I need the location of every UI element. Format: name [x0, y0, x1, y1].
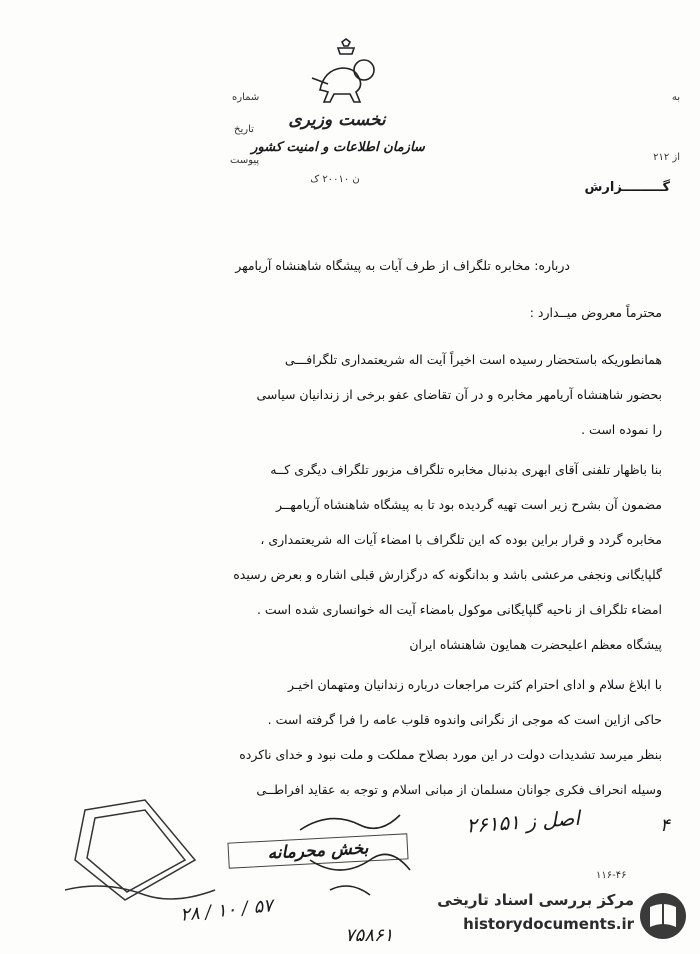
book-logo-icon: [638, 889, 688, 943]
handwritten-number: اصل ز ۲۶۱۵۱: [465, 805, 581, 838]
body-line: همانطوریکه باستحضار رسیده است اخیراً آیت اله شریعتمداری تلگرافـــی: [284, 352, 662, 367]
number-label: شماره: [232, 92, 260, 103]
body-line: بنظر میرسد تشدیدات دولت در این مورد بصلاح مملکت و ملت نبود و خدای ناکرده: [239, 747, 662, 762]
confidential-stamp: بخش محرمانه: [227, 833, 408, 868]
to-label: به: [671, 92, 680, 103]
body-line: پیشگاه معظم اعلیحضرت همایون شاهنشاه ایران: [409, 637, 662, 652]
body-line: بحضور شاهنشاه آریامهر مخابره و در آن تقاضای عفو برخی از زندانیان سیاسی: [256, 387, 662, 402]
lion-and-sun-emblem-icon: [300, 38, 392, 108]
ministry-title: نخست وزیری: [288, 110, 386, 130]
body-line: مخابره گردد و قرار براین بوده که این تلگراف با امضاء آیات اله شریعتمداری ،: [260, 532, 662, 547]
page-mark: ۴: [660, 815, 670, 836]
body-line: را نموده است .: [581, 422, 662, 437]
body-line: گلپایگانی ونجفی مرعشی باشد و بدانگونه که درگزارش قبلی اشاره و بعرض رسیده: [233, 567, 662, 582]
body-line: امضاء تلگراف از ناحیه گلپایگانی موکول بامضاء آیت اله خوانساری شده است .: [256, 602, 662, 617]
from-label: از ۲۱۲: [653, 152, 680, 163]
form-code: ۱۱۶-۴۶: [596, 870, 627, 881]
watermark: [420, 885, 690, 949]
bottom-number: ۷۵۸۶۱: [345, 925, 394, 946]
salutation: محترماً معروض میــدارد :: [529, 305, 662, 320]
watermark-url: historydocuments.ir: [463, 915, 634, 933]
subject-line: درباره: مخابره تلگراف از طرف آیات به پیشگاه شاهنشاه آریامهر: [235, 258, 570, 273]
organization-title: سازمان اطلاعات و امنیت کشور: [251, 140, 425, 155]
signature-mark: [290, 800, 420, 910]
body-line: بنا باظهار تلفنی آقای ابهری بدنبال مخابره تلگراف مزبور تلگراف دیگری کــه: [270, 462, 662, 477]
attachment-label: پیوست: [230, 155, 260, 166]
handwritten-date: ۲۸ / ۱۰ / ۵۷: [179, 895, 274, 926]
body-line: وسیله انحراف فکری جوانان مسلمان از مبانی اسلام و توجه به عقاید افراطــی: [256, 782, 662, 797]
body-line: با ابلاغ سلام و ادای احترام کثرت مراجعات درباره زندانیان ومتهمان اخیـر: [287, 677, 662, 692]
report-label: گـــــــــزارش: [584, 180, 670, 195]
document-code: ن ۲۰۰۱۰ ک: [310, 174, 360, 185]
date-label: تاریخ: [234, 124, 254, 135]
body-line: مضمون آن بشرح زیر است تهیه گردیده بود تا به پیشگاه شاهنشاه آریامهــر: [276, 497, 662, 512]
body-line: حاکی ازاین است که موجی از نگرانی واندوه قلوب عامه را فرا گرفته است .: [267, 712, 662, 727]
scribbled-stamp-mark: [55, 790, 225, 910]
watermark-site-name: مرکز بررسی اسناد تاریخی: [437, 891, 634, 909]
